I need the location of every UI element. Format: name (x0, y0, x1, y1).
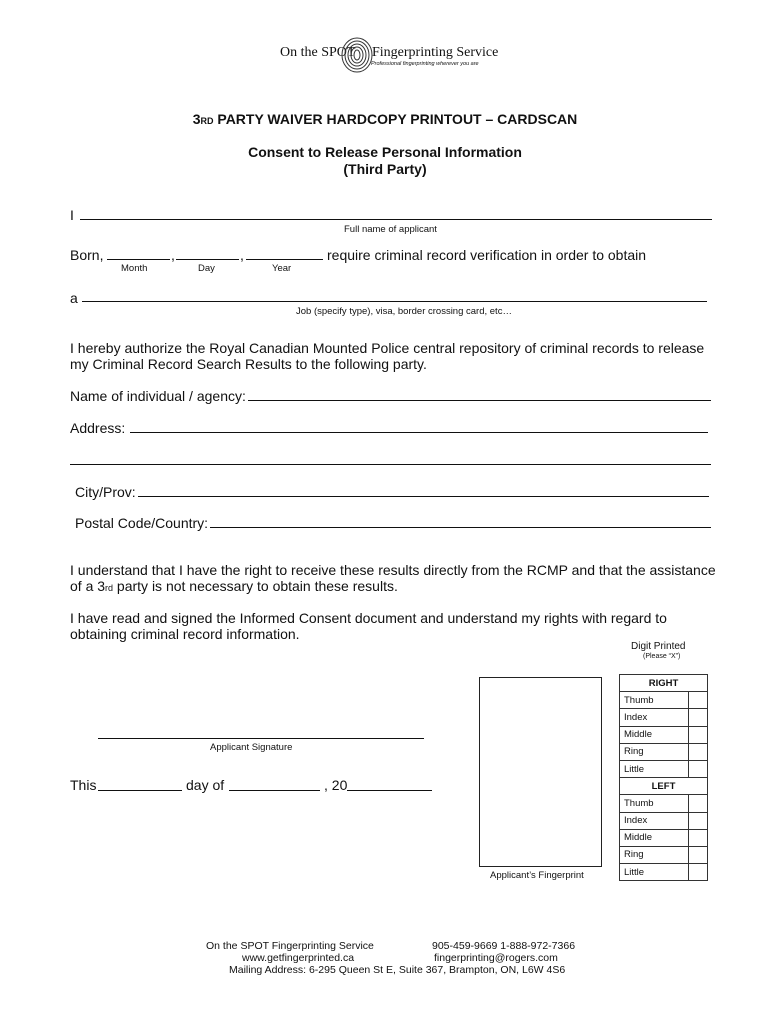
fingerprint-box[interactable] (479, 677, 602, 867)
month-caption: Month (121, 263, 148, 274)
address-label: Address: (70, 420, 126, 436)
title-prefix-sup: RD (200, 116, 214, 126)
signature-caption: Applicant Signature (210, 742, 293, 753)
born-comma-2: , (240, 247, 244, 263)
footer-website: www.getfingerprinted.ca (242, 952, 355, 964)
left-ring-checkbox[interactable] (689, 846, 708, 863)
footer-mailing-address: Mailing Address: 6-295 Queen St E, Suite 367, Brampton, ON, L6W 4S6 (229, 964, 566, 976)
day-caption: Day (198, 263, 215, 274)
date-year-field[interactable] (347, 790, 432, 791)
year-caption: Year (272, 263, 292, 274)
right-thumb-checkbox[interactable] (689, 692, 708, 709)
agency-label: Name of individual / agency: (70, 388, 246, 404)
document-title (0, 111, 770, 127)
title-rest: PARTY WAIVER HARDCOPY PRINTOUT – CARDSCAN (213, 111, 578, 127)
this-label: This (70, 777, 97, 793)
subtitle-third-party: (Third Party) (343, 161, 427, 177)
read-line-1: I have read and signed the Informed Consent document and understand my rights with regard to (70, 610, 667, 626)
agency-field[interactable] (248, 400, 711, 401)
understand-sup: rd (105, 583, 114, 593)
footer-phones: 905-459-9669 1-888-972-7366 (432, 940, 576, 952)
address-field-line-2[interactable] (70, 464, 711, 465)
right-middle-label: Middle (620, 726, 689, 743)
understand-line-1: I understand that I have the right to receive these results directly from the RCMP and that the assistance (70, 562, 716, 578)
birth-year-field[interactable] (246, 259, 323, 260)
fingerprint-caption: Applicant’s Fingerprint (490, 870, 584, 881)
right-ring-checkbox[interactable] (689, 743, 708, 760)
birth-month-field[interactable] (107, 259, 170, 260)
right-index-checkbox[interactable] (689, 709, 708, 726)
postal-field[interactable] (210, 527, 711, 528)
left-index-checkbox[interactable] (689, 812, 708, 829)
date-month-field[interactable] (229, 790, 320, 791)
left-hand-header: LEFT (620, 778, 708, 795)
company-name-right: Fingerprinting Service (372, 45, 499, 60)
born-label: Born, (70, 247, 104, 263)
authorize-line-1: I hereby authorize the Royal Canadian Mounted Police central repository of criminal records to release (70, 340, 705, 356)
understand-pre: of a 3 (70, 578, 106, 594)
twenty-label: , 20 (324, 777, 348, 793)
fingerprint-logo-icon (340, 36, 374, 74)
left-little-checkbox[interactable] (689, 864, 708, 881)
i-label: I (70, 207, 74, 223)
read-line-2: obtaining criminal record information. (70, 626, 300, 642)
understand-post: party is not necessary to obtain these results. (113, 578, 398, 594)
city-field[interactable] (138, 496, 709, 497)
postal-label: Postal Code/Country: (75, 515, 209, 531)
left-thumb-checkbox[interactable] (689, 795, 708, 812)
signature-field[interactable] (98, 738, 424, 739)
left-ring-label: Ring (620, 846, 689, 863)
digit-printed-label: Digit Printed (631, 641, 686, 652)
authorize-line-2: my Criminal Record Search Results to the following party. (70, 356, 427, 372)
day-of-label: day of (186, 777, 225, 793)
understand-line-2 (70, 578, 398, 594)
address-field[interactable] (130, 432, 708, 433)
city-label: City/Prov: (75, 484, 136, 500)
purpose-field[interactable] (82, 301, 707, 302)
company-tagline: Professional fingerprinting wherever you are (371, 61, 479, 67)
footer-email: fingerprinting@rogers.com (434, 952, 558, 964)
right-index-label: Index (620, 709, 689, 726)
born-comma-1: , (171, 247, 175, 263)
right-little-label: Little (620, 760, 689, 777)
subtitle: Consent to Release Personal Information (248, 144, 522, 160)
right-hand-header: RIGHT (620, 675, 708, 692)
company-name-left: On the SPOT (280, 45, 356, 60)
full-name-field[interactable] (80, 219, 712, 220)
footer-company: On the SPOT Fingerprinting Service (206, 940, 374, 952)
born-rest-text: require criminal record verification in order to obtain (327, 247, 647, 263)
job-caption: Job (specify type), visa, border crossing card, etc… (296, 306, 512, 317)
digit-table (619, 674, 708, 881)
left-little-label: Little (620, 864, 689, 881)
left-middle-checkbox[interactable] (689, 829, 708, 846)
right-middle-checkbox[interactable] (689, 726, 708, 743)
right-little-checkbox[interactable] (689, 760, 708, 777)
left-index-label: Index (620, 812, 689, 829)
title-prefix: 3 (192, 111, 201, 127)
full-name-caption: Full name of applicant (344, 224, 437, 235)
left-thumb-label: Thumb (620, 795, 689, 812)
left-middle-label: Middle (620, 829, 689, 846)
date-day-field[interactable] (98, 790, 182, 791)
a-label: a (70, 290, 78, 306)
right-thumb-label: Thumb (620, 692, 689, 709)
please-x-label: (Please “X”) (643, 653, 681, 660)
birth-day-field[interactable] (176, 259, 239, 260)
right-ring-label: Ring (620, 743, 689, 760)
